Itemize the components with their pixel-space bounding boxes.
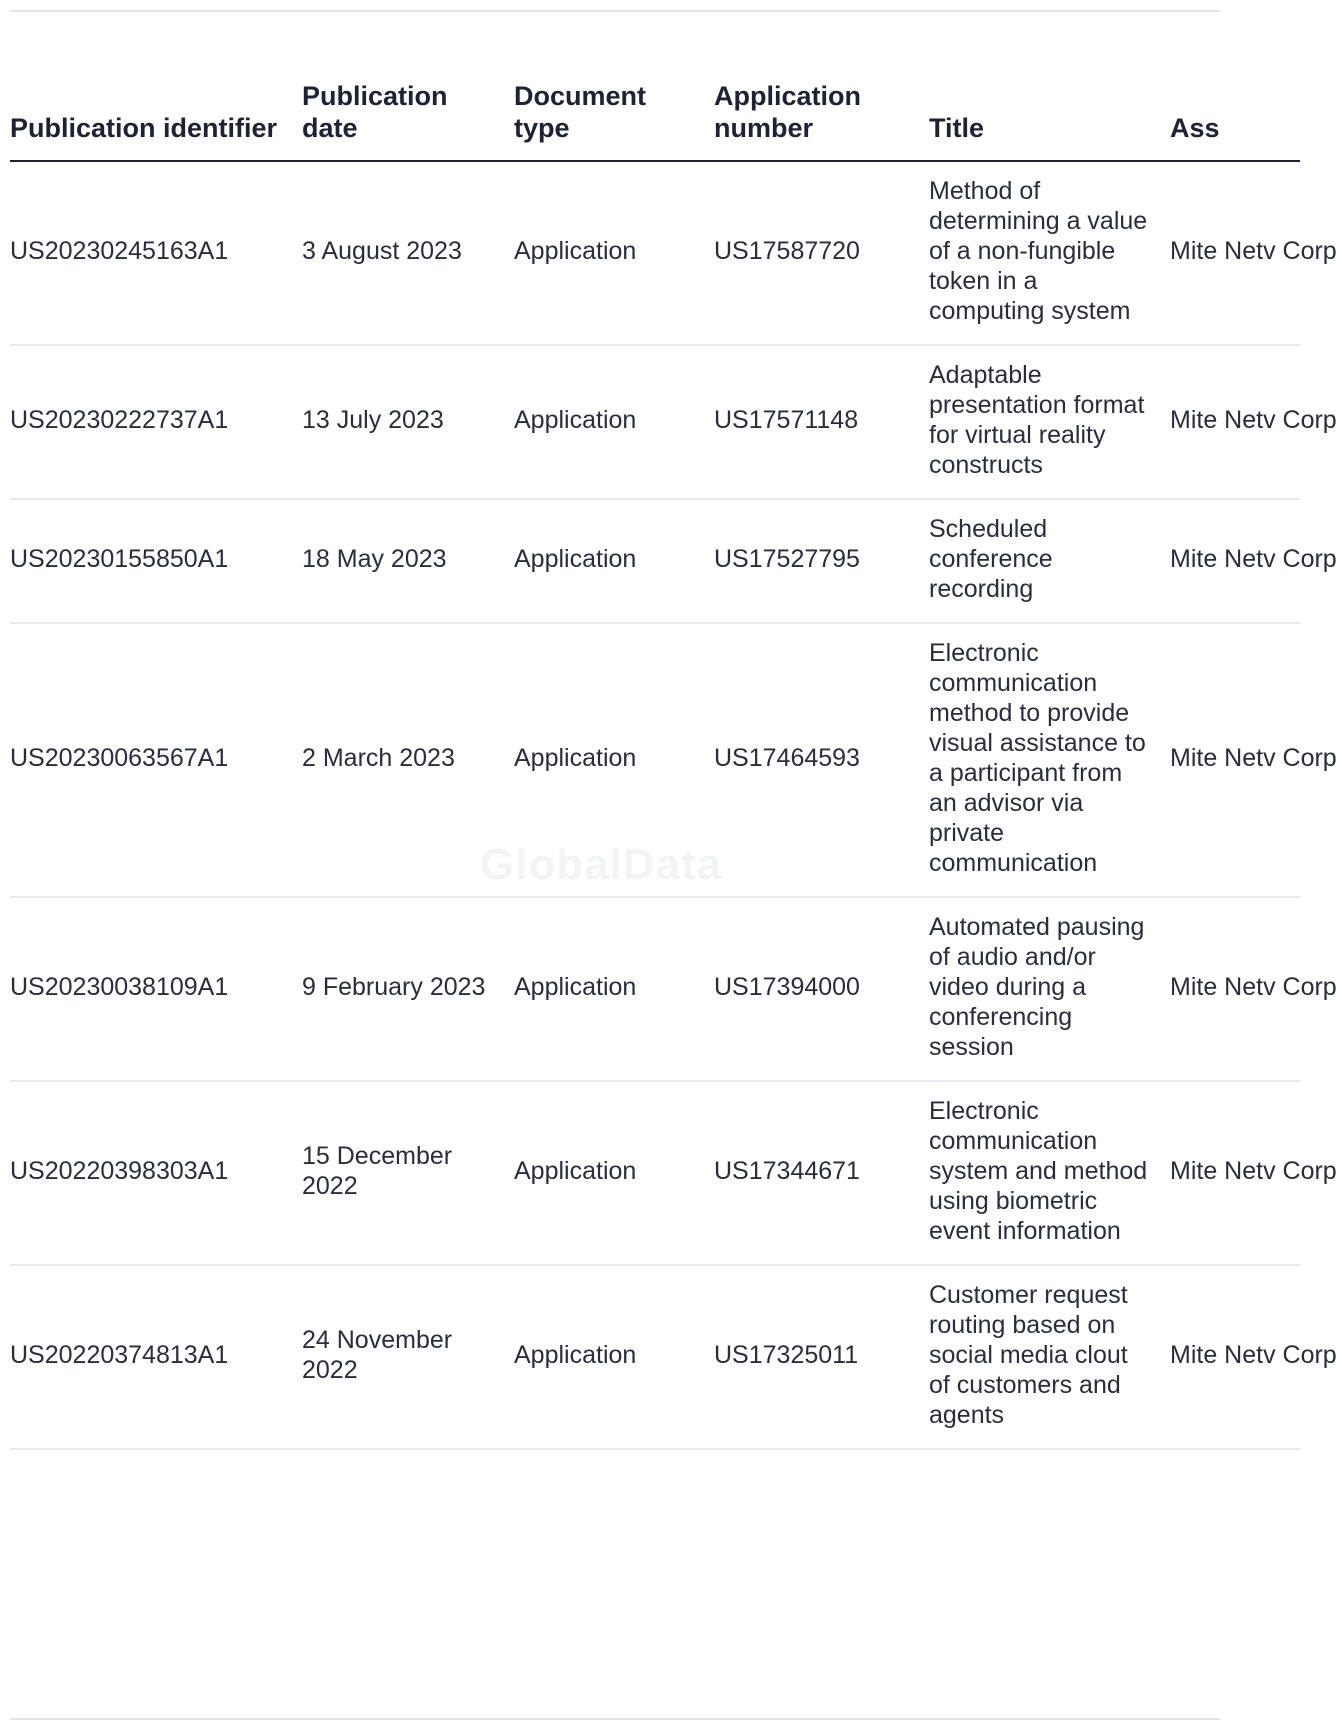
patents-table-container[interactable] xyxy=(10,80,1337,1450)
cell-publication-identifier: US20230155850A1 xyxy=(10,499,302,623)
cell-publication-identifier: US20230222737A1 xyxy=(10,345,302,499)
watermark: GlobalData xyxy=(480,840,723,889)
cell-title: Electronic communication method to provide visual assistance to a participant from an advisor via private communication xyxy=(929,623,1170,897)
cell-publication-identifier: US20230245163A1 xyxy=(10,161,302,345)
cell-application-number: US17527795 xyxy=(714,499,929,623)
cell-document-type: Application xyxy=(514,1081,714,1265)
patents-table xyxy=(10,80,1337,1450)
cell-document-type: Application xyxy=(514,623,714,897)
table-row xyxy=(10,1081,1300,1265)
table-header xyxy=(10,80,1300,161)
table-body xyxy=(10,161,1337,1449)
cell-assignee: Mite Netv Corp xyxy=(1170,623,1300,897)
cell-assignee: Mite Netv Corp xyxy=(1170,345,1300,499)
cell-application-number: US17587720 xyxy=(714,161,929,345)
table-row xyxy=(10,623,1300,897)
cell-publication-identifier: US20220374813A1 xyxy=(10,1265,302,1449)
cell-application-number: US17344671 xyxy=(714,1081,929,1265)
cell-title: Adaptable presentation format for virtual reality constructs xyxy=(929,345,1170,499)
cell-assignee: Mite Netv Corp xyxy=(1170,161,1300,345)
table-row xyxy=(10,499,1300,623)
cell-title: Method of determining a value of a non-fungible token in a computing system xyxy=(929,161,1170,345)
cell-assignee: Mite Netv Corp xyxy=(1170,897,1300,1081)
cell-document-type: Application xyxy=(514,1265,714,1449)
cell-publication-date: 18 May 2023 xyxy=(302,499,514,623)
cell-publication-date: 24 November 2022 xyxy=(302,1265,514,1449)
cell-title: Customer request routing based on social media clout of customers and agents xyxy=(929,1265,1170,1449)
header-publication-identifier: Publication identifier xyxy=(10,80,302,161)
table-row xyxy=(10,345,1300,499)
cell-document-type: Application xyxy=(514,499,714,623)
table-row xyxy=(10,161,1300,345)
cell-publication-date: 3 August 2023 xyxy=(302,161,514,345)
cell-title: Electronic communication system and method using biometric event information xyxy=(929,1081,1170,1265)
top-divider xyxy=(10,10,1220,12)
cell-application-number: US17464593 xyxy=(714,623,929,897)
cell-document-type: Application xyxy=(514,897,714,1081)
header-row xyxy=(10,80,1300,161)
cell-assignee: Mite Netv Corp xyxy=(1170,1265,1300,1449)
table-row xyxy=(10,897,1300,1081)
cell-application-number: US17394000 xyxy=(714,897,929,1081)
cell-publication-date: 15 December 2022 xyxy=(302,1081,514,1265)
header-application-number: Application number xyxy=(714,80,929,161)
cell-publication-date: 13 July 2023 xyxy=(302,345,514,499)
cell-assignee: Mite Netv Corp xyxy=(1170,499,1300,623)
header-assignee: Ass xyxy=(1170,80,1300,161)
cell-application-number: US17571148 xyxy=(714,345,929,499)
cell-publication-identifier: US20220398303A1 xyxy=(10,1081,302,1265)
header-title: Title xyxy=(929,80,1170,161)
table-row xyxy=(10,1265,1300,1449)
cell-application-number: US17325011 xyxy=(714,1265,929,1449)
cell-publication-identifier: US20230063567A1 xyxy=(10,623,302,897)
header-publication-date: Publication date xyxy=(302,80,514,161)
cell-publication-identifier: US20230038109A1 xyxy=(10,897,302,1081)
cell-assignee: Mite Netv Corp xyxy=(1170,1081,1300,1265)
cell-publication-date: 2 March 2023 xyxy=(302,623,514,897)
cell-document-type: Application xyxy=(514,161,714,345)
cell-document-type: Application xyxy=(514,345,714,499)
header-document-type: Document type xyxy=(514,80,714,161)
cell-title: Scheduled conference recording xyxy=(929,499,1170,623)
bottom-divider xyxy=(10,1718,1220,1720)
cell-title: Automated pausing of audio and/or video during a conferencing session xyxy=(929,897,1170,1081)
cell-publication-date: 9 February 2023 xyxy=(302,897,514,1081)
